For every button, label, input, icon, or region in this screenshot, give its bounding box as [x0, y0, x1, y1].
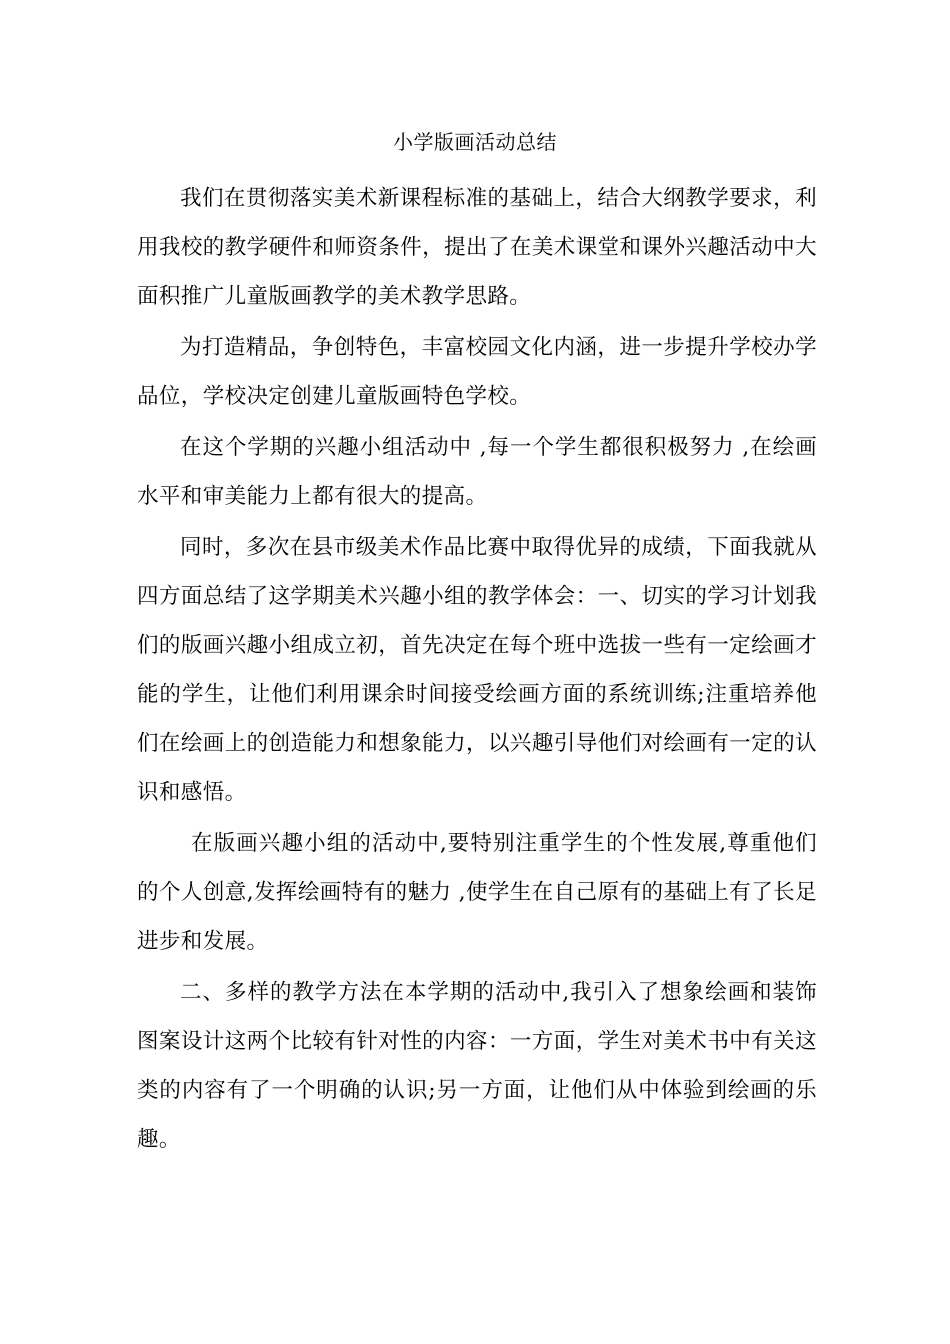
paragraph: 为打造精品，争创特色，丰富校园文化内涵，进一步提升学校办学品位，学校决定创建儿童版画特色学校。: [137, 335, 817, 409]
document-title: 小学版画活动总结: [393, 130, 557, 154]
paragraph: 在这个学期的兴趣小组活动中 ,每一个学生都很积极努力 ,在绘画水平和审美能力上都有很大的提高。: [137, 435, 817, 509]
paragraph: 在版画兴趣小组的活动中,要特别注重学生的个性发展,尊重他们的个人创意,发挥绘画特有的魅力 ,使学生在自己原有的基础上有了长足进步和发展。: [137, 831, 817, 954]
paragraph: 我们在贯彻落实美术新课程标准的基础上，结合大纲教学要求，利用我校的教学硬件和师资条件，提出了在美术课堂和课外兴趣活动中大面积推广儿童版画教学的美术教学思路。: [137, 186, 817, 309]
paragraph: 同时，多次在县市级美术作品比赛中取得优异的成绩，下面我就从四方面总结了这学期美术兴趣小组的教学体会：一、切实的学习计划我们的版画兴趣小组成立初，首先决定在每个班中选拔一些有一定绘画才能的学生，让他们利用课余时间接受绘画方面的系统训练;注重培养他们在绘画上的创造能力和想象能力，以兴趣引导他们对绘画有一定的认识和感悟。: [137, 535, 817, 805]
paragraph: 二、多样的教学方法在本学期的活动中,我引入了想象绘画和装饰图案设计这两个比较有针对性的内容：一方面，学生对美术书中有关这类的内容有了一个明确的认识;另一方面，让他们从中体验到绘画的乐趣。: [137, 980, 817, 1152]
document-body: [137, 174, 817, 1166]
